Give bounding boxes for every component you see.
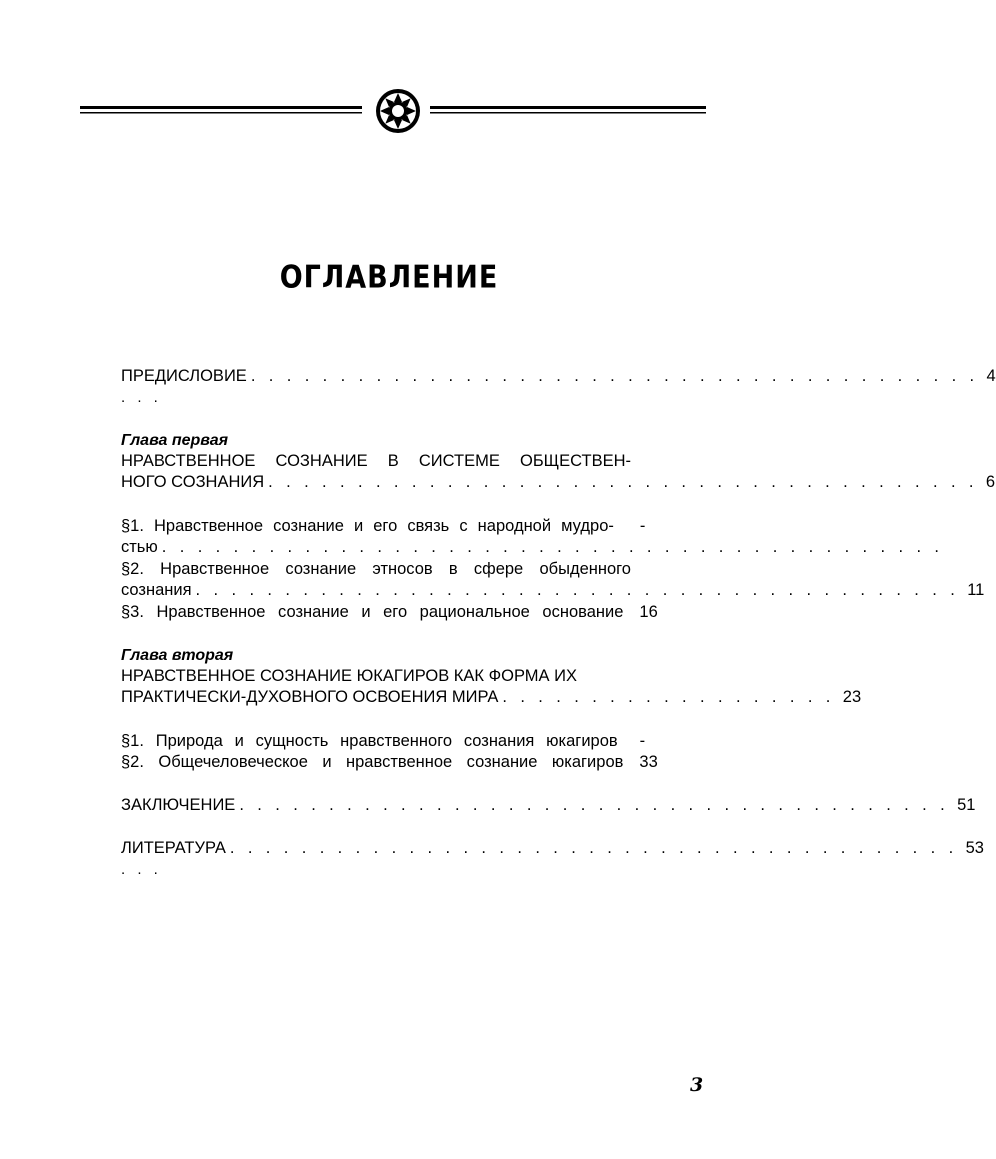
dot-leader: . . . . . . . . . . . . . . . . . . . . . . . . . . . . . . . . . . . . . . . .: [268, 473, 978, 491]
page-ref: 11: [967, 581, 985, 599]
entry-label: ЗАКЛЮЧЕНИЕ: [121, 796, 236, 814]
toc-chapter-1: [121, 430, 996, 493]
header-ornament: [80, 86, 706, 136]
toc-section-1-2: [121, 559, 985, 601]
ellipsis: . . .: [121, 861, 162, 878]
page-ref: 4: [986, 367, 996, 385]
section-title-line: стью: [121, 538, 158, 556]
chapter-title-line: НРАВСТВЕННОЕ СОЗНАНИЕ ЮКАГИРОВ КАК ФОРМА ИХ: [121, 667, 577, 685]
toc-entry-conclusion: [121, 795, 976, 816]
toc-section-1-3: [121, 602, 665, 623]
chapter-heading: Глава вторая: [121, 647, 234, 664]
toc-entry-literature: [121, 838, 984, 880]
toc-chapter-2: [121, 645, 862, 708]
chapter-heading: Глава первая: [121, 432, 229, 449]
page-number: 3: [690, 1074, 704, 1096]
section-title-line: §1. Нравственное сознание и его связь с народной мудро-: [121, 517, 614, 535]
page-ref: 51: [957, 796, 976, 814]
toc-section-1-1: [121, 516, 944, 558]
dot-leader: . . . . . . . . . . . . . . . . . . . . . . . . . . . . . . . . . . . . . . . . . . .: [195, 581, 960, 599]
dot-leader: . . . . . . . . . . . . . . . . . . .: [502, 688, 835, 706]
section-title-line: сознания: [121, 581, 192, 599]
dot-leader: . . . . . . . . . . . . . . . . . . . . . . . . . . . . . . . . . . . . . . . . .: [250, 367, 979, 385]
ellipsis: . . .: [121, 389, 162, 406]
page-ref: 16: [639, 603, 658, 621]
right-rule: [430, 106, 706, 114]
chapter-title-line: НРАВСТВЕННОЕ СОЗНАНИЕ В СИСТЕМЕ ОБЩЕСТВЕН-: [121, 452, 631, 470]
section-title-line: §2. Нравственное сознание этносов в сфере обыденного: [121, 560, 631, 578]
page-ref: 23: [842, 688, 862, 706]
page-ref: -: [639, 732, 646, 750]
chapter-title-line: ПРАКТИЧЕСКИ-ДУХОВНОГО ОСВОЕНИЯ МИРА: [121, 688, 499, 706]
page-ref: 6: [985, 473, 996, 491]
dot-leader: . . . . . . . . . . . . . . . . . . . . . . . . . . . . . . . . . . . . . . . .: [239, 796, 950, 814]
section-title-line: §2. Общечеловеческое и нравственное сознание юкагиров: [121, 753, 624, 771]
toc-section-2-2: [121, 752, 665, 773]
entry-label: ПРЕДИСЛОВИЕ: [121, 367, 247, 385]
page-ref: -: [639, 517, 646, 535]
sun-rosette-icon: [376, 89, 420, 133]
page-title: ОГЛАВЛЕНИЕ: [279, 259, 499, 296]
left-rule: [80, 106, 362, 114]
section-title-line: §1. Природа и сущность нравственного сознания юкагиров: [121, 732, 618, 750]
section-title-line: §3. Нравственное сознание и его рациональное основание: [121, 603, 624, 621]
entry-label: ЛИТЕРАТУРА: [121, 839, 226, 857]
page-ref: 53: [965, 839, 984, 857]
toc-section-2-1: [121, 731, 665, 752]
dot-leader: . . . . . . . . . . . . . . . . . . . . . . . . . . . . . . . . . . . . . . . . .: [229, 839, 958, 857]
dot-leader: . . . . . . . . . . . . . . . . . . . . . . . . . . . . . . . . . . . . . . . . . . . .: [161, 538, 944, 556]
chapter-title-line: НОГО СОЗНАНИЯ: [121, 473, 265, 491]
page-ref: 33: [639, 753, 658, 771]
toc-entry-preface: [121, 366, 996, 408]
